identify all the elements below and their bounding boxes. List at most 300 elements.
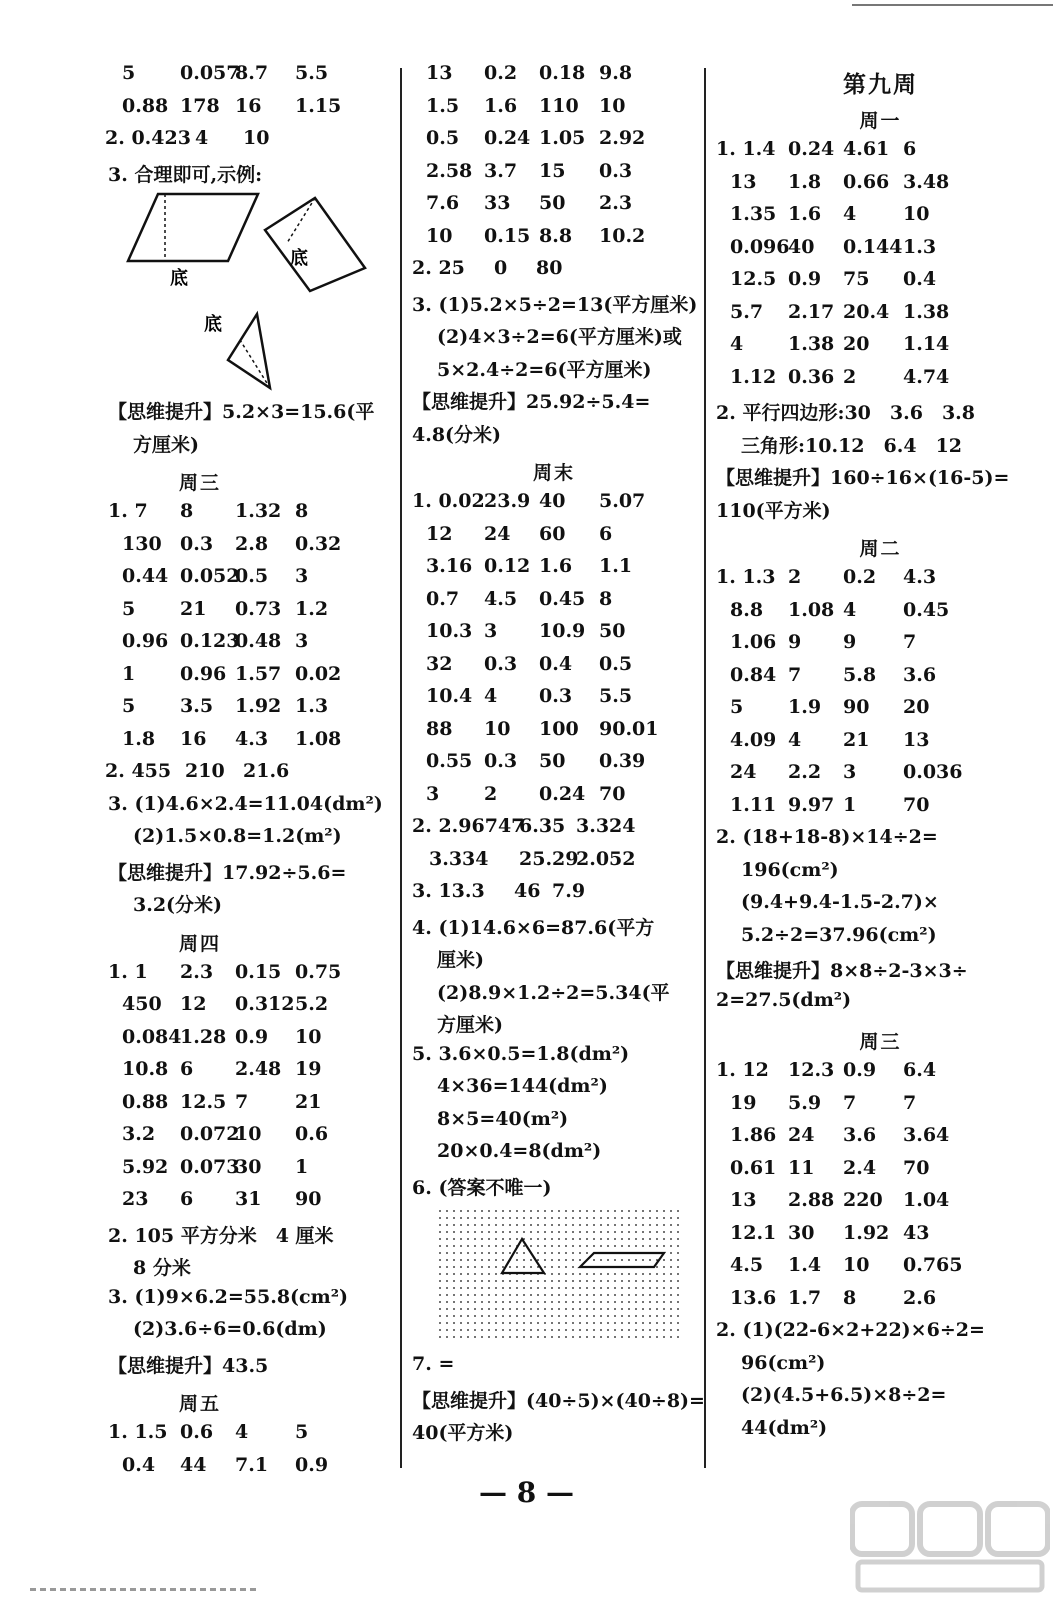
answer-cell: 6.35 (519, 815, 566, 837)
answer-cell: 44 (180, 1453, 207, 1476)
answer-row (404, 551, 704, 584)
answer-row (404, 876, 704, 909)
answer-cell: 2. 25 (412, 257, 465, 279)
answer-row (0, 989, 400, 1022)
answer-cell: 9 (788, 631, 802, 653)
answer-cell: 3 (295, 565, 309, 587)
answer-text: 5.2÷2=37.96(cm²) (741, 923, 937, 946)
answer-cell: 2.3 (599, 192, 633, 214)
answer-cell: 1.14 (903, 333, 950, 355)
answer-line (404, 1136, 704, 1169)
answer-line (404, 1104, 704, 1137)
answer-row (708, 757, 1053, 790)
figure-drawing (0, 188, 400, 393)
answer-cell: 0.057 (180, 62, 240, 84)
answer-cell: 0.084 (122, 1025, 182, 1048)
answer-cell: 1.5 (426, 94, 460, 117)
answer-cell: 0.12 (484, 555, 531, 577)
answer-cell: 0.24 (539, 782, 586, 805)
answer-cell: 130 (122, 532, 162, 555)
answer-text: 三角形:10.12 6.4 12 (741, 434, 963, 457)
watermark-logo-art (852, 1504, 1048, 1590)
answer-cell: 2.92 (599, 127, 646, 149)
answer-row (0, 1022, 400, 1055)
answer-cell: 1. 12 (716, 1059, 769, 1081)
answer-cell: 1. 1.3 (716, 566, 776, 588)
answer-line (708, 1380, 1053, 1413)
answer-row (0, 1184, 400, 1217)
column-divider (400, 68, 402, 1468)
answer-cell: 9 (843, 631, 857, 653)
answer-cell: 0.39 (599, 750, 646, 772)
answer-cell: 3.7 (484, 159, 518, 182)
answer-cell: 2 (484, 782, 498, 805)
answer-cell: 8 (843, 1286, 857, 1309)
answer-cell: 4 (788, 728, 802, 751)
answer-cell: 7 (235, 1090, 249, 1113)
answer-cell: 110 (539, 94, 579, 117)
section-heading (708, 58, 1053, 96)
answer-line (0, 821, 400, 854)
answer-cell: 5.7 (730, 300, 764, 323)
answer-row (404, 779, 704, 812)
answer-text: (2)8.9×1.2÷2=5.34(平 (437, 981, 670, 1004)
answer-row (404, 811, 704, 844)
answer-row (0, 1417, 400, 1450)
answer-cell: 0 (494, 257, 508, 279)
answer-cell: 0.88 (122, 1090, 169, 1113)
answer-row (0, 1087, 400, 1120)
answer-cell: 19 (295, 1058, 322, 1080)
answer-cell: 6.4 (903, 1059, 937, 1081)
answer-cell: 0.3 (599, 159, 633, 182)
answer-cell: 32 (426, 652, 453, 675)
page-number: — 8 — (479, 1476, 574, 1509)
answer-line (404, 351, 704, 384)
answer-text: 8×5=40(m²) (437, 1107, 569, 1130)
answer-cell: 4.09 (730, 728, 777, 751)
answer-cell: 5 (122, 695, 136, 717)
answer-cell: 7 (903, 631, 917, 653)
height-line (287, 198, 315, 243)
answer-cell: 1.38 (903, 300, 950, 323)
answer-cell: 9.8 (599, 62, 633, 84)
answer-cell: 0.96 (180, 662, 227, 685)
answer-row (0, 724, 400, 757)
section-heading-text: 周三 (178, 472, 221, 494)
answer-cell: 0.18 (539, 62, 586, 84)
column-divider (704, 68, 706, 1468)
answer-cell: 0.4 (903, 268, 937, 290)
answer-row (708, 627, 1053, 660)
answer-line (708, 394, 1053, 427)
answer-cell: 1.6 (788, 203, 822, 225)
answer-row (708, 660, 1053, 693)
answer-row (708, 1283, 1053, 1316)
answer-row (0, 1054, 400, 1087)
answer-cell: 0.036 (903, 761, 963, 783)
answer-cell: 4.74 (903, 365, 950, 388)
answer-text: 厘米) (437, 949, 484, 971)
answer-row (404, 91, 704, 124)
answer-cell: 2.3 (180, 960, 214, 983)
answer-cell: 2. 455 (105, 760, 172, 782)
answer-cell: 1.8 (788, 170, 822, 193)
answer-cell: 50 (539, 750, 566, 772)
answer-cell: 8 (599, 587, 613, 610)
answer-cell: 4.5 (730, 1254, 764, 1276)
answer-row (404, 616, 704, 649)
answer-cell: 13 (730, 170, 757, 193)
answer-cell: 25.29 (519, 847, 579, 870)
answer-cell: 8 (180, 500, 194, 522)
answer-cell: 1.6 (484, 94, 518, 117)
answer-cell: 220 (843, 1189, 883, 1211)
answer-row (404, 714, 704, 747)
answer-column-right (708, 58, 1053, 1445)
answer-row (0, 496, 400, 529)
answer-cell: 1. 1.4 (716, 138, 776, 160)
answer-cell: 1.35 (730, 203, 777, 225)
answer-line (0, 1347, 400, 1380)
answer-cell: 23.9 (484, 490, 531, 512)
answer-line (0, 393, 400, 426)
section-heading (0, 1379, 400, 1417)
answer-line (708, 492, 1053, 525)
answer-text: 3. 合理即可,示例: (108, 163, 263, 186)
answer-row (708, 1185, 1053, 1218)
answer-cell: 0.3 (539, 685, 573, 707)
answer-text: (2)1.5×0.8=1.2(m²) (133, 825, 342, 847)
answer-line (0, 1217, 400, 1250)
answer-row (708, 1153, 1053, 1186)
answer-cell: 0.9 (843, 1059, 877, 1081)
answer-cell: 7 (903, 1091, 917, 1114)
answer-text: 5×2.4÷2=6(平方厘米) (437, 358, 652, 381)
answer-cell: 1.1 (599, 555, 633, 577)
answer-cell: 0.312 (235, 993, 295, 1015)
answer-text: 96(cm²) (741, 1351, 826, 1374)
answer-cell: 21.6 (243, 760, 290, 782)
answer-text: 3.2(分米) (133, 894, 223, 916)
answer-cell: 10.4 (426, 685, 473, 707)
answer-cell: 24 (730, 761, 757, 783)
answer-line (0, 1249, 400, 1282)
answer-cell: 1.3 (295, 695, 329, 717)
answer-cell: 0.32 (295, 532, 342, 555)
answer-row (404, 188, 704, 221)
answer-line (404, 974, 704, 1007)
dot-grid (439, 1210, 679, 1338)
answer-cell: 0.073 (180, 1155, 240, 1178)
answer-text: 2=27.5(dm²) (716, 988, 852, 1011)
answer-cell: 3.6 (903, 663, 937, 686)
trapezoid-shape (265, 198, 365, 291)
answer-cell: 0.9 (295, 1453, 329, 1476)
answer-text: 3. (1)9×6.2=55.8(cm²) (108, 1285, 349, 1308)
section-heading-text: 周末 (532, 462, 575, 484)
answer-line (404, 1039, 704, 1072)
top-rule (852, 4, 1053, 6)
answer-cell: 0.7 (426, 587, 460, 610)
answer-cell: 6 (180, 1188, 194, 1210)
answer-cell: 0.15 (235, 960, 282, 983)
answer-text: 【思维提升】5.2×3=15.6(平 (108, 401, 375, 423)
answer-cell: 3.334 (429, 847, 489, 870)
answer-text: 【思维提升】25.92÷5.4= (412, 391, 651, 413)
answer-line (404, 318, 704, 351)
section-heading-text: 周三 (859, 1031, 902, 1053)
answer-cell: 450 (122, 993, 162, 1015)
answer-text: 44(dm²) (741, 1416, 828, 1439)
answer-cell: 33 (484, 192, 511, 214)
answer-cell: 10.9 (539, 620, 586, 642)
answer-text: 5. 3.6×0.5=1.8(dm²) (412, 1042, 630, 1065)
answer-row (0, 626, 400, 659)
answer-row (404, 844, 704, 877)
answer-cell: 3.48 (903, 170, 950, 193)
answer-cell: 2.48 (235, 1058, 282, 1080)
answer-cell: 0.123 (180, 630, 240, 652)
answer-cell: 0.5 (599, 652, 633, 675)
answer-text: 3. (1)5.2×5÷2=13(平方厘米) (412, 293, 698, 316)
answer-cell: 0.052 (180, 565, 240, 587)
answer-row (404, 584, 704, 617)
answer-cell: 21 (843, 728, 870, 751)
answer-text: 【思维提升】160÷16×(16-5)= (716, 467, 1010, 489)
dot-grid-figure (404, 1201, 704, 1349)
answer-cell: 0.48 (235, 630, 282, 652)
answer-cell: 4.61 (843, 138, 890, 160)
answer-cell: 4 (484, 685, 498, 707)
answer-cell: 10 (484, 717, 511, 740)
answer-line (708, 1315, 1053, 1348)
answer-cell: 2.6 (903, 1286, 937, 1309)
answer-cell: 13.6 (730, 1286, 777, 1309)
quadrilateral-figures (0, 188, 400, 393)
answer-cell: 10.8 (122, 1058, 169, 1080)
section-heading-text: 周四 (178, 932, 221, 955)
answer-cell: 2. 0.423 (105, 127, 191, 149)
answer-cell: 0.73 (235, 597, 282, 620)
answer-row (708, 264, 1053, 297)
answer-text: 7. = (412, 1353, 455, 1375)
answer-cell: 0.24 (484, 127, 531, 149)
answer-row (0, 58, 400, 91)
answer-row (708, 362, 1053, 395)
answer-cell: 3.64 (903, 1124, 950, 1146)
answer-cell: 3. 13.3 (412, 880, 485, 902)
answer-cell: 5.92 (122, 1155, 169, 1178)
answer-cell: 1 (122, 662, 136, 685)
answer-cell: 8.8 (730, 598, 764, 621)
answer-text: 40(平方米) (412, 1422, 514, 1444)
section-heading (0, 458, 400, 496)
answer-cell: 16 (180, 727, 207, 750)
answer-cell: 1.05 (539, 127, 586, 149)
answer-cell: 0.3 (484, 750, 518, 772)
answer-cell: 8.7 (235, 62, 269, 84)
answer-row (404, 519, 704, 552)
answer-line (708, 1413, 1053, 1446)
answer-row (0, 561, 400, 594)
answer-text: 【思维提升】(40÷5)×(40÷8)= (412, 1389, 705, 1412)
answer-line (404, 1382, 704, 1415)
answer-cell: 4.3 (235, 727, 269, 750)
answer-cell: 0.6 (180, 1421, 214, 1443)
answer-cell: 100 (539, 717, 579, 740)
answer-cell: 40 (788, 235, 815, 258)
answer-cell: 12 (426, 522, 453, 545)
answer-cell: 0.44 (122, 565, 169, 587)
answer-cell: 3.2 (122, 1123, 156, 1145)
answer-cell: 30 (235, 1155, 262, 1178)
answer-cell: 1. 1 (108, 960, 148, 983)
answer-row (0, 691, 400, 724)
answer-cell: 8 (295, 500, 309, 522)
answer-text: (2)(4.5+6.5)×8÷2= (741, 1384, 947, 1406)
answer-cell: 0.96 (122, 630, 169, 652)
parallelogram-shape (128, 194, 258, 261)
answer-cell: 0.072 (180, 1123, 240, 1145)
answer-cell: 2 (843, 365, 857, 388)
answer-cell: 5.9 (788, 1091, 822, 1114)
answer-cell: 1.15 (295, 94, 342, 117)
answer-cell: 5 (295, 1421, 309, 1443)
answer-column-left (0, 58, 400, 1482)
answer-cell: 7 (788, 663, 802, 686)
answer-line (404, 1169, 704, 1202)
answer-cell: 4 (195, 127, 209, 149)
answer-cell: 0.5 (235, 565, 269, 587)
answer-cell: 1.2 (295, 597, 329, 620)
answer-cell: 5 (730, 696, 744, 718)
answer-cell: 11 (788, 1156, 815, 1179)
answer-text: 4×36=144(dm²) (437, 1075, 608, 1097)
answer-cell: 70 (599, 782, 626, 805)
figure-drawing (404, 1201, 704, 1349)
answer-line (708, 985, 1053, 1018)
answer-cell: 5 (122, 62, 136, 84)
answer-cell: 1.8 (122, 727, 156, 750)
answer-row (708, 595, 1053, 628)
answer-cell: 0.84 (730, 663, 777, 686)
answer-row (708, 297, 1053, 330)
answer-cell: 1.3 (903, 235, 937, 258)
answer-cell: 2 (788, 566, 802, 588)
answer-row (404, 221, 704, 254)
answer-row (708, 725, 1053, 758)
base-label: 底 (170, 268, 188, 289)
answer-text: 2. 平行四边形:30 3.6 3.8 (716, 402, 976, 424)
answer-line (0, 789, 400, 822)
answer-line (708, 427, 1053, 460)
section-heading (708, 1017, 1053, 1055)
section-heading (708, 524, 1053, 562)
answer-cell: 43 (903, 1221, 930, 1244)
answer-text: 2. (18+18-8)×14÷2= (716, 826, 938, 848)
watermark-logo (850, 1500, 1050, 1595)
answer-cell: 0.4 (539, 652, 573, 675)
answer-cell: 10 (843, 1254, 870, 1276)
answer-cell: 10 (295, 1025, 322, 1048)
answer-cell: 7.1 (235, 1453, 269, 1476)
answer-line (404, 941, 704, 974)
answer-line (708, 855, 1053, 888)
answer-cell: 0.144 (843, 235, 903, 258)
answer-cell: 0.61 (730, 1156, 777, 1179)
answer-cell: 0.2 (843, 566, 877, 588)
answer-cell: 0.45 (539, 587, 586, 610)
answer-cell: 2.4 (843, 1156, 877, 1179)
answer-text: 8 分米 (133, 1257, 191, 1279)
answer-cell: 9.97 (788, 793, 835, 816)
answer-cell: 70 (903, 1156, 930, 1179)
section-heading-text: 周一 (859, 110, 902, 132)
answer-cell: 19 (730, 1091, 757, 1114)
answer-cell: 0.36 (788, 365, 835, 388)
answer-cell: 70 (903, 793, 930, 816)
answer-row (404, 253, 704, 286)
answer-line (0, 426, 400, 459)
answer-cell: 6 (903, 138, 917, 160)
answer-row (708, 790, 1053, 823)
answer-cell: 2.8 (235, 532, 269, 555)
answer-text: (2)3.6÷6=0.6(dm) (133, 1318, 327, 1340)
answer-cell: 5.8 (843, 663, 877, 686)
answer-cell: 2.052 (576, 847, 636, 870)
answer-cell: 10.3 (426, 620, 473, 642)
answer-cell: 13 (903, 728, 930, 751)
answer-row (404, 681, 704, 714)
answer-cell: 88 (426, 717, 453, 740)
answer-cell: 20 (843, 333, 870, 355)
bottom-rule (30, 1588, 260, 1591)
answer-line (708, 920, 1053, 953)
section-heading-text: 周五 (178, 1393, 221, 1415)
answer-row (708, 562, 1053, 595)
answer-text: 3. (1)4.6×2.4=11.04(dm²) (108, 792, 383, 815)
answer-cell: 1.06 (730, 631, 777, 653)
answer-cell: 4 (843, 598, 857, 621)
answer-row (0, 1152, 400, 1185)
answer-cell: 1.86 (730, 1124, 777, 1146)
answer-cell: 3.5 (180, 695, 214, 717)
answer-row (0, 756, 400, 789)
answer-cell: 1 (295, 1155, 309, 1178)
answer-cell: 31 (235, 1188, 262, 1210)
answer-text: 2. (1)(22-6×2+22)×6÷2= (716, 1319, 985, 1341)
answer-cell: 90 (295, 1188, 322, 1210)
answer-line (708, 952, 1053, 985)
answer-cell: 12.5 (730, 268, 777, 290)
answer-cell: 50 (539, 192, 566, 214)
answer-cell: 0.5 (426, 127, 460, 149)
answer-row (0, 594, 400, 627)
answer-line (0, 1282, 400, 1315)
answer-row (404, 58, 704, 91)
answer-cell: 1.57 (235, 662, 282, 685)
answer-row (404, 746, 704, 779)
answer-cell: 1.92 (843, 1221, 890, 1244)
answer-cell: 2.2 (788, 761, 822, 783)
answer-cell: 8.8 (539, 224, 573, 247)
answer-cell: 10 (903, 203, 930, 225)
answer-cell: 10.2 (599, 224, 646, 247)
answer-row (708, 1250, 1053, 1283)
answer-row (708, 692, 1053, 725)
base-label: 底 (204, 314, 222, 335)
